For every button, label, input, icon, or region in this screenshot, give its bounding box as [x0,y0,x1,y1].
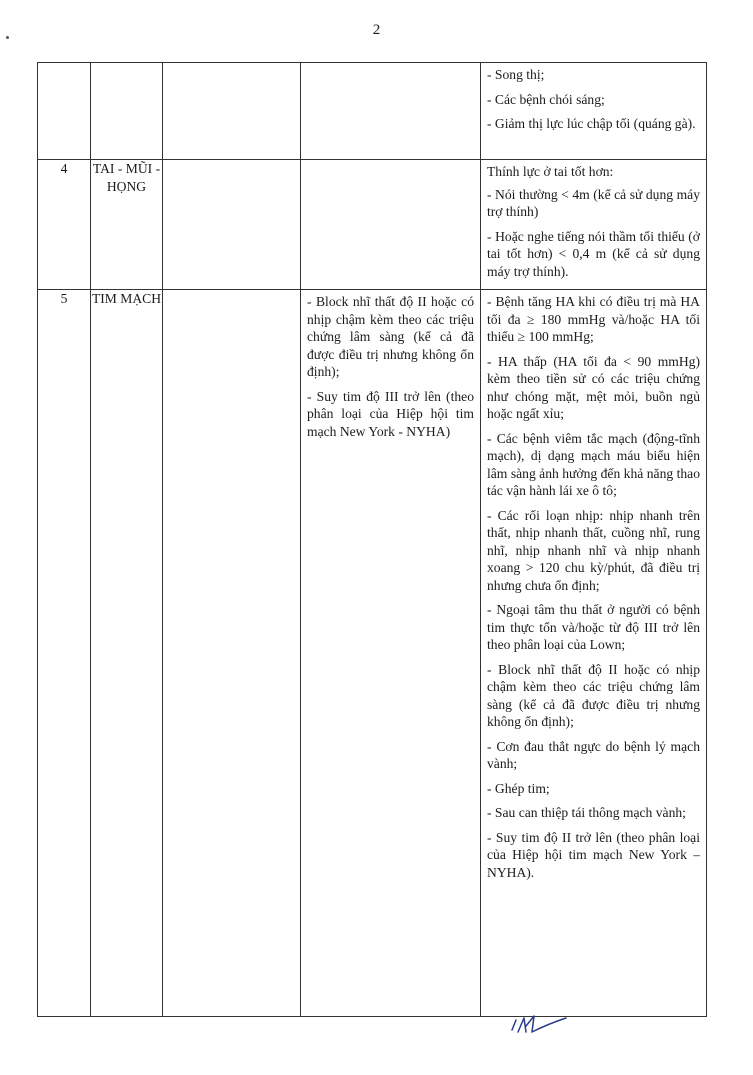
row-number: 5 [60,291,68,306]
list-item: - Block nhĩ thất độ II hoặc có nhịp chậm kèm theo các triệu chứng lâm sàng (kể cả đã được điều trị nhưng không ổn định); [307,294,474,379]
list-item: - Suy tim độ II trở lên (theo phân loại của Hiệp hội tim mạch New York – NYHA). [487,829,700,880]
organ-name: TAI - MŨI - HỌNG [92,161,161,194]
list-item: - Các bệnh chói sáng; [487,91,605,107]
list-item: - Các rối loạn nhịp: nhịp nhanh trên thất, nhịp nhanh thất, cuồng nhĩ, rung nhĩ, nhịp nhanh nhĩ và nhịp nhanh xoang > 120 chu kỳ/phút, đã điều trị nhưng chưa ổn định; [487,507,700,593]
column-5-cell [481,290,707,1017]
column-4-cell [301,160,481,290]
list-item: - Ghép tim; [487,780,550,796]
list-item: - Block nhĩ thất độ II hoặc có nhịp chậm kèm theo các triệu chứng lâm sàng (kể cả đã được điều trị nhưng không ổn định); [487,661,700,729]
scan-speck [6,36,9,39]
page-number: 2 [372,22,381,38]
organ-name: TIM MẠCH [91,291,162,306]
handwritten-initials [508,1012,578,1040]
table-row [38,63,707,160]
criteria-table [37,62,707,1017]
organ-cell [91,160,163,290]
list-item: - Cơn đau thắt ngực do bệnh lý mạch vành; [487,738,700,771]
organ-cell [91,63,163,160]
row-number: 4 [60,161,68,176]
row-number-cell [38,160,91,290]
column-4-cell [301,63,481,160]
column-5-cell [481,160,707,290]
list-item: - Các bệnh viêm tắc mạch (động-tĩnh mạch), dị dạng mạch máu biểu hiện lâm sàng ảnh hưởng đến khả năng thao tác vận hành lái xe ô tô; [487,430,700,498]
column-3-cell [163,290,301,1017]
list-item: - Nói thường < 4m (kể cả sử dụng máy trợ thính) [487,186,700,219]
list-item: - Ngoại tâm thu thất ở người có bệnh tim thực tổn và/hoặc từ độ III trở lên theo phân loại của Lown; [487,602,700,652]
list-item: - Sau can thiệp tái thông mạch vành; [487,805,686,820]
column-4-cell [301,290,481,1017]
list-item: - Suy tim độ III trở lên (theo phân loại của Hiệp hội tim mạch New York - NYHA) [307,388,474,439]
column-3-cell [163,160,301,290]
table-row [38,160,707,290]
organ-cell [91,290,163,1017]
list-item: - Song thị; [487,67,545,82]
list-item: - HA thấp (HA tối đa < 90 mmHg) kèm theo tiền sử có các triệu chứng như chóng mặt, mệt mỏi, buồn ngủ hoặc ngất xỉu; [487,353,700,421]
table-row [38,290,707,1017]
row-number-cell [38,290,91,1017]
column-5-cell [481,63,707,160]
list-item: - Hoặc nghe tiếng nói thầm tối thiểu (ở tai tốt hơn) < 0,4 m (kể cả sử dụng máy trợ thính). [487,228,700,279]
list-item: - Bệnh tăng HA khi có điều trị mà HA tối đa ≥ 180 mmHg và/hoặc HA tối thiểu ≥ 100 mmHg; [487,294,700,344]
row-number-cell [38,63,91,160]
list-item: - Giảm thị lực lúc chập tối (quáng gà). [487,116,696,131]
criteria-intro: Thính lực ở tai tốt hơn: [487,164,614,179]
column-3-cell [163,63,301,160]
